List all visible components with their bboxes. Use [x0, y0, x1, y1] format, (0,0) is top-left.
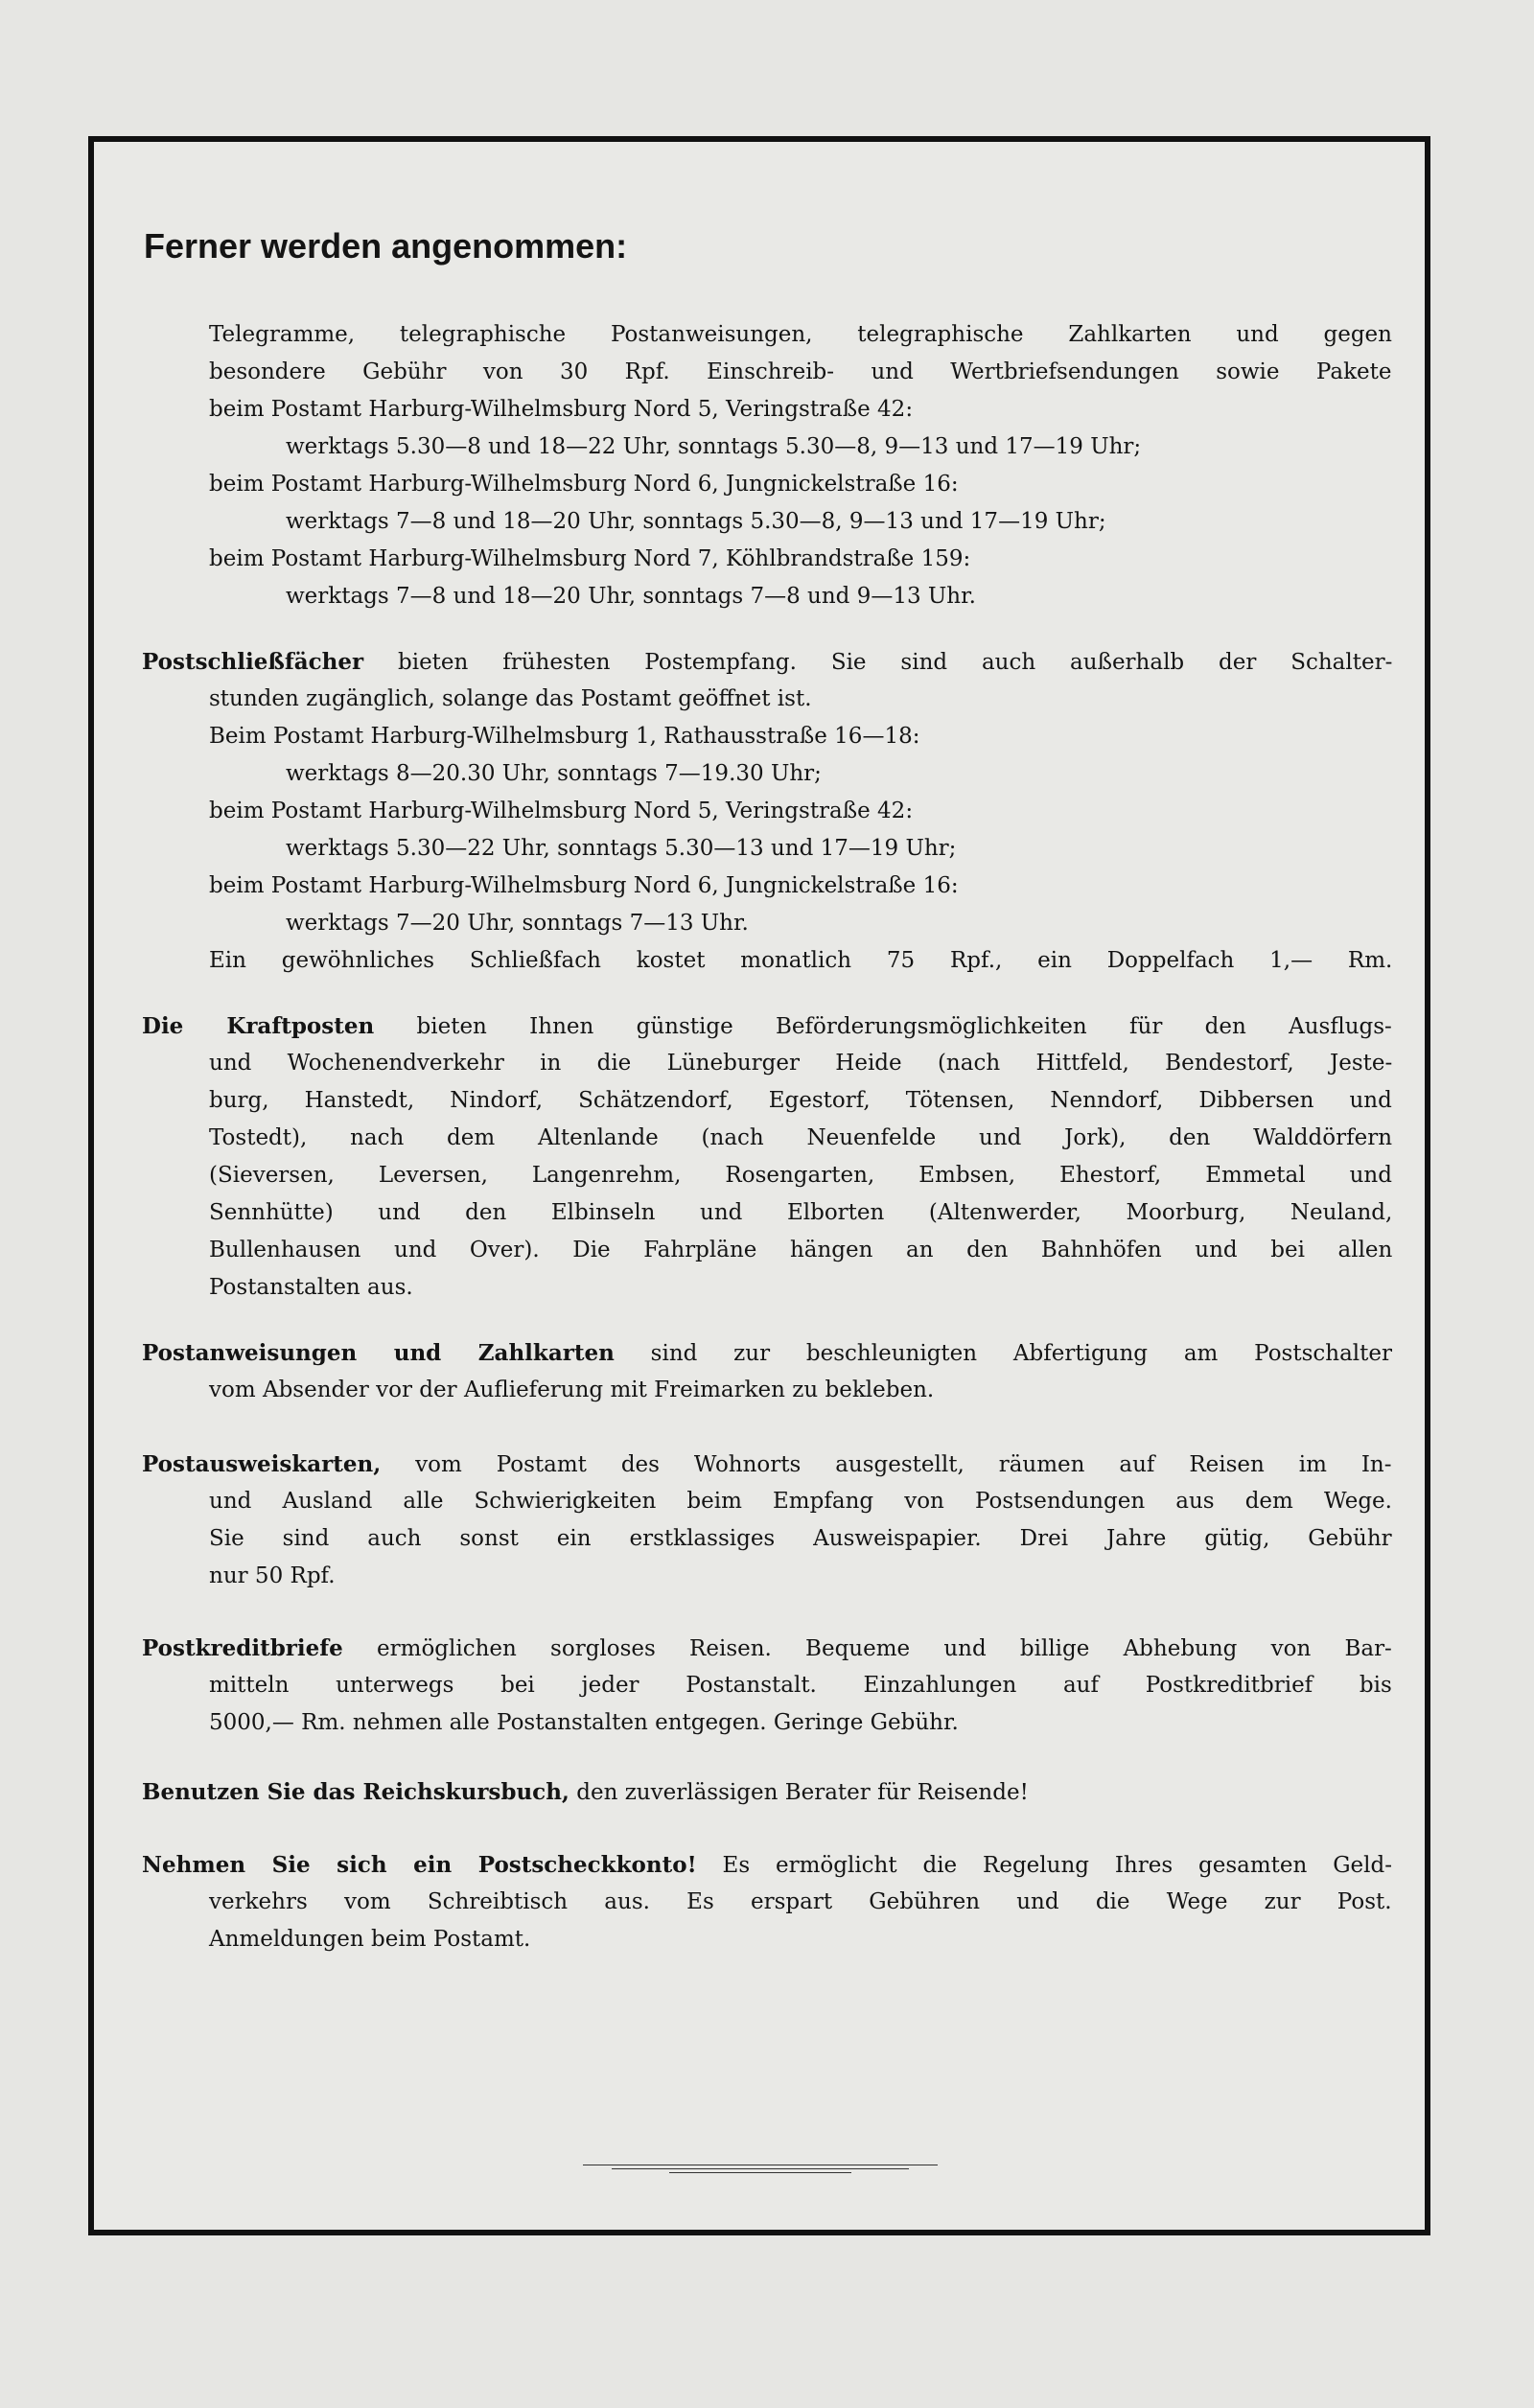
- bold-lead: Nehmen Sie sich ein Postscheckkonto!: [142, 1852, 697, 1878]
- text-line: [209, 800, 913, 822]
- text-line: [286, 838, 956, 860]
- line-text: werktags 5.30—22 Uhr, sonntags 5.30—13 und 17—19 Uhr;: [286, 836, 957, 861]
- bold-lead: Postschließfächer: [142, 649, 364, 675]
- text-line: [209, 726, 919, 748]
- text-line: [209, 1239, 1392, 1262]
- line-text: Telegramme, telegraphische Postanweisungen, telegraphische Zahlkarten und gegen: [209, 322, 1392, 347]
- text-line: [209, 1165, 1392, 1187]
- line-text: ermöglichen sorgloses Reisen. Bequeme und billige Abhebung von Bar-: [342, 1636, 1392, 1661]
- heading: Ferner werden angenommen:: [144, 226, 628, 266]
- text-line: [286, 913, 749, 935]
- text-line: [142, 1854, 1392, 1877]
- text-line: [209, 1712, 959, 1734]
- text-line: [209, 399, 913, 421]
- bold-lead: Postanweisungen und Zahlkarten: [142, 1340, 615, 1366]
- text-line: [286, 586, 976, 608]
- line-text: Ein gewöhnliches Schließfach kostet monatlich 75 Rpf., ein Doppelfach 1,— Rm.: [209, 948, 1393, 973]
- text-line: [209, 875, 959, 897]
- text-line: [209, 1891, 1392, 1913]
- line-text: (Sieversen, Leversen, Langenrehm, Rosengarten, Embsen, Ehestorf, Emmetal und: [209, 1163, 1392, 1188]
- text-line: [142, 651, 1392, 674]
- line-text: werktags 8—20.30 Uhr, sonntags 7—19.30 Uhr;: [286, 761, 822, 786]
- text-line: [209, 1202, 1392, 1224]
- bold-lead: Die Kraftposten: [142, 1013, 375, 1039]
- text-line: [209, 1277, 413, 1299]
- text-line: [209, 1565, 336, 1587]
- text-line: [209, 1528, 1392, 1550]
- text-line: [209, 1675, 1392, 1697]
- text-line: [142, 1453, 1392, 1476]
- line-text: werktags 7—20 Uhr, sonntags 7—13 Uhr.: [286, 911, 749, 936]
- line-text: vom Absender vor der Auflieferung mit Freimarken zu bekleben.: [209, 1378, 935, 1402]
- line-text: werktags 5.30—8 und 18—22 Uhr, sonntags 5.30—8, 9—13 und 17—19 Uhr;: [286, 434, 1142, 459]
- line-text: beim Postamt Harburg-Wilhelmsburg Nord 5, Veringstraße 42:: [209, 397, 914, 422]
- text-line: [209, 688, 812, 710]
- line-text: Bullenhausen und Over). Die Fahrpläne hängen an den Bahnhöfen und bei allen: [209, 1238, 1393, 1262]
- text-line: [209, 1491, 1392, 1513]
- line-text: Tostedt), nach dem Altenlande (nach Neuenfelde und Jork), den Walddörfern: [209, 1125, 1393, 1150]
- text-line: [209, 474, 959, 496]
- text-line: [142, 1342, 1392, 1365]
- line-text: nur 50 Rpf.: [209, 1563, 336, 1588]
- text-line: [142, 1637, 1392, 1660]
- line-text: den zuverlässigen Berater für Reisende!: [569, 1780, 1029, 1805]
- line-text: beim Postamt Harburg-Wilhelmsburg Nord 6, Jungnickelstraße 16:: [209, 873, 959, 898]
- text-line: [142, 1015, 1392, 1038]
- line-text: stunden zugänglich, solange das Postamt geöffnet ist.: [209, 686, 812, 711]
- text-line: [209, 1929, 530, 1951]
- bold-lead: Benutzen Sie das Reichskursbuch,: [142, 1779, 569, 1805]
- text-line: [209, 1127, 1392, 1149]
- bold-lead: Postkreditbriefe: [142, 1635, 343, 1661]
- line-text: Beim Postamt Harburg-Wilhelmsburg 1, Rathausstraße 16—18:: [209, 724, 920, 749]
- line-text: bieten Ihnen günstige Beförderungsmöglichkeiten für den Ausflugs-: [374, 1014, 1392, 1039]
- line-text: Sie sind auch sonst ein erstklassiges Ausweispapier. Drei Jahre gütig, Gebühr: [209, 1526, 1392, 1551]
- text-line: [286, 511, 1106, 533]
- text-line: [209, 361, 1392, 383]
- text-line: [209, 324, 1392, 346]
- bold-lead: Postausweiskarten,: [142, 1451, 382, 1477]
- text-line: [209, 1090, 1392, 1112]
- text-line: [209, 950, 1392, 972]
- text-line: [209, 1053, 1392, 1075]
- line-text: 5000,— Rm. nehmen alle Postanstalten entgegen. Geringe Gebühr.: [209, 1710, 959, 1735]
- line-text: beim Postamt Harburg-Wilhelmsburg Nord 7, Köhlbrandstraße 159:: [209, 546, 971, 571]
- line-text: burg, Hanstedt, Nindorf, Schätzendorf, Egestorf, Tötensen, Nenndorf, Dibbersen und: [209, 1088, 1392, 1113]
- notice-frame: [88, 136, 1430, 2235]
- line-text: besondere Gebühr von 30 Rpf. Einschreib- und Wertbriefsendungen sowie Pakete: [209, 359, 1392, 384]
- line-text: bieten frühesten Postempfang. Sie sind auch außerhalb der Schalter-: [363, 650, 1393, 675]
- line-text: Anmeldungen beim Postamt.: [209, 1927, 531, 1952]
- text-line: [286, 436, 1141, 458]
- line-text: vom Postamt des Wohnorts ausgestellt, räumen auf Reisen im In-: [381, 1452, 1392, 1477]
- text-line: [286, 763, 822, 785]
- line-text: mitteln unterwegs bei jeder Postanstalt. Einzahlungen auf Postkreditbrief bis: [209, 1673, 1392, 1698]
- line-text: werktags 7—8 und 18—20 Uhr, sonntags 5.30—8, 9—13 und 17—19 Uhr;: [286, 509, 1106, 534]
- line-text: beim Postamt Harburg-Wilhelmsburg Nord 5, Veringstraße 42:: [209, 799, 914, 823]
- text-line: [209, 1379, 934, 1401]
- line-text: beim Postamt Harburg-Wilhelmsburg Nord 6, Jungnickelstraße 16:: [209, 472, 959, 497]
- text-line: [209, 548, 970, 570]
- ornamental-rule: [583, 2165, 938, 2178]
- line-text: Postanstalten aus.: [209, 1275, 413, 1300]
- line-text: Es ermöglicht die Regelung Ihres gesamten Geld-: [696, 1853, 1393, 1878]
- line-text: Sennhütte) und den Elbinseln und Elborten (Altenwerder, Moorburg, Neuland,: [209, 1200, 1393, 1225]
- line-text: sind zur beschleunigten Abfertigung am Postschalter: [614, 1341, 1393, 1366]
- line-text: verkehrs vom Schreibtisch aus. Es erspart Gebühren und die Wege zur Post.: [209, 1889, 1392, 1914]
- line-text: werktags 7—8 und 18—20 Uhr, sonntags 7—8 und 9—13 Uhr.: [286, 584, 976, 609]
- line-text: und Wochenendverkehr in die Lüneburger Heide (nach Hittfeld, Bendestorf, Jeste-: [209, 1051, 1393, 1076]
- line-text: und Ausland alle Schwierigkeiten beim Empfang von Postsendungen aus dem Wege.: [209, 1489, 1392, 1514]
- text-line: [142, 1781, 1029, 1804]
